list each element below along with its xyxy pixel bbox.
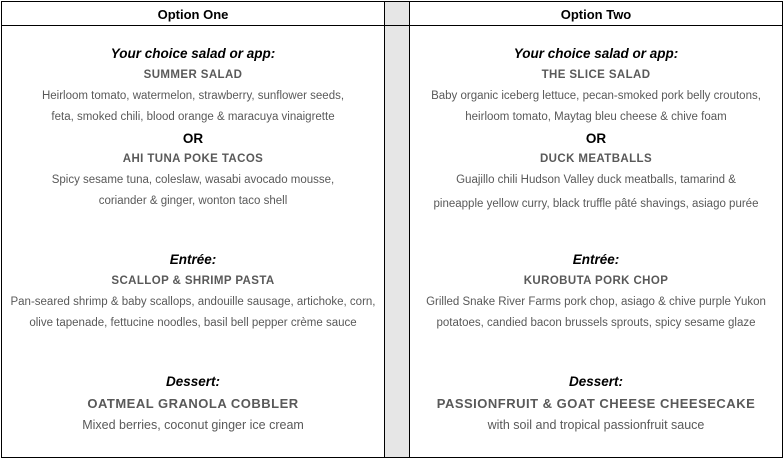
salad-description-line: heirloom tomato, Maytag bleu cheese & chive foam [465,111,727,123]
entree-heading: Entrée: [169,252,217,267]
salad-description-line: Baby organic iceberg lettuce, pecan-smoked pork belly croutons, [431,90,761,102]
app-name: AHI TUNA POKE TACOS [122,153,264,165]
dessert-description: with soil and tropical passionfruit sauce [487,418,705,432]
dessert-name: PASSIONFRUIT & GOAT CHEESE CHEESECAKE [436,396,756,411]
app-name: DUCK MEATBALLS [539,153,653,165]
entree-heading: Entrée: [572,252,620,267]
salad-heading: Your choice salad or app: [513,46,679,61]
entree-name: KUROBUTA PORK CHOP [523,275,669,287]
entree-description-line: olive tapenade, fettucine noodles, basil bell pepper crème sauce [29,317,357,329]
salad-name: THE SLICE SALAD [541,69,651,81]
entree-description-line: Pan-seared shrimp & baby scallops, andouille sausage, artichoke, corn, [10,296,376,308]
option-two-header: Option Two [560,7,632,22]
app-description-line: pineapple yellow curry, black truffle pâté shavings, asiago purée [433,198,759,210]
entree-description-line: potatoes, candied bacon brussels sprouts, spicy sesame glaze [436,317,756,329]
entree-description-line: Grilled Snake River Farms pork chop, asiago & chive purple Yukon [426,296,766,308]
dessert-description: Mixed berries, coconut ginger ice cream [82,418,304,432]
column-spacer [384,1,410,458]
app-description-line: coriander & ginger, wonton taco shell [98,195,288,207]
option-two-column [409,1,783,458]
dessert-name: OATMEAL GRANOLA COBBLER [87,396,299,411]
salad-name: SUMMER SALAD [143,69,243,81]
app-description-line: Guajillo chili Hudson Valley duck meatballs, tamarind & [456,174,736,186]
app-description-line: Spicy sesame tuna, coleslaw, wasabi avocado mousse, [51,174,335,186]
or-separator: OR [585,131,607,146]
or-separator: OR [182,131,204,146]
dessert-heading: Dessert: [568,374,624,389]
header-divider [1,25,783,26]
entree-name: SCALLOP & SHRIMP PASTA [111,275,275,287]
salad-heading: Your choice salad or app: [110,46,276,61]
option-one-header: Option One [157,7,229,22]
salad-description-line: feta, smoked chili, blood orange & maracuya vinaigrette [51,111,335,123]
salad-description-line: Heirloom tomato, watermelon, strawberry, sunflower seeds, [41,90,345,102]
option-one-column [1,1,385,458]
dessert-heading: Dessert: [165,374,221,389]
